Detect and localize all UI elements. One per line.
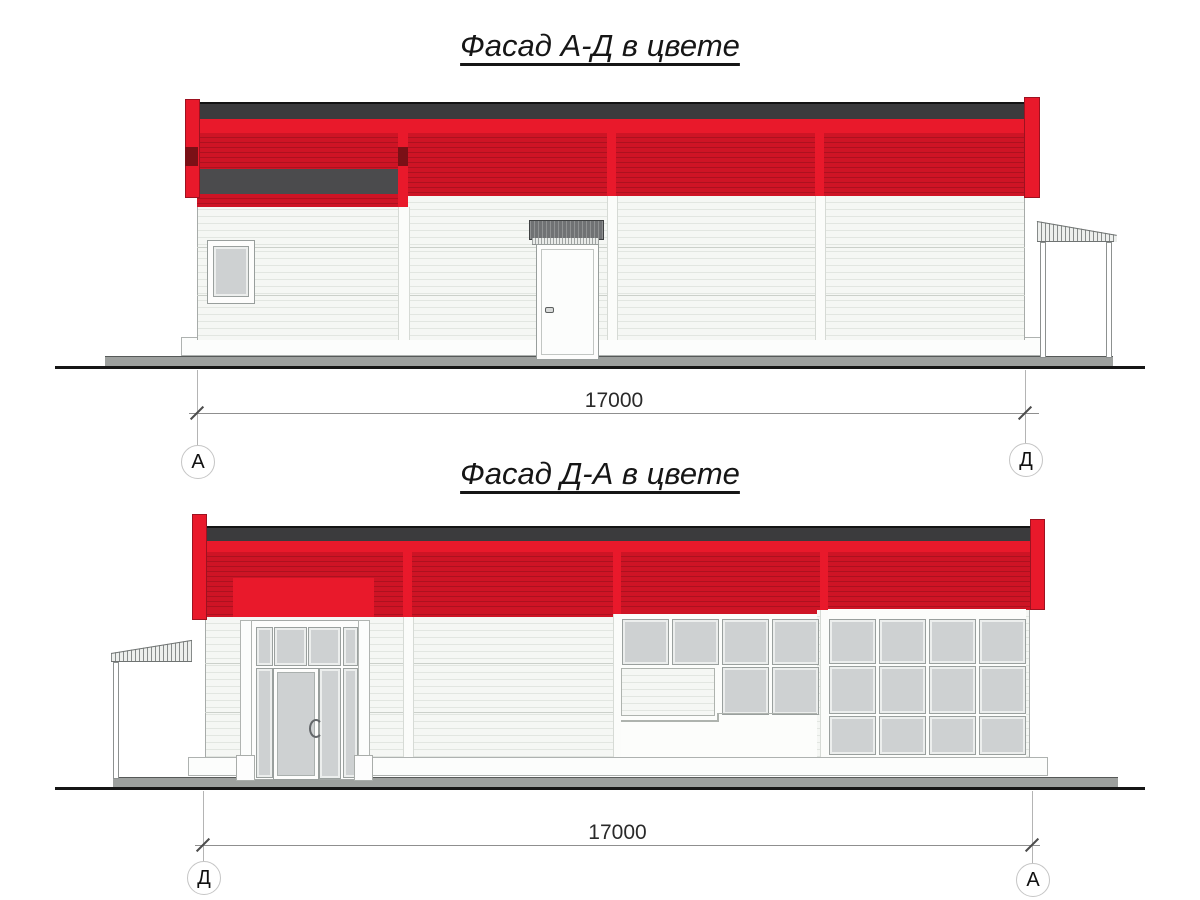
red-pilaster: [815, 133, 824, 196]
window-pane: [213, 246, 249, 297]
red-accent-strip: [197, 194, 400, 207]
storefront-window: [722, 619, 769, 665]
transom-pane: [274, 627, 307, 666]
red-trim-band-top: [197, 119, 1025, 133]
roof-fascia-top: [197, 102, 1025, 119]
storefront-window: [979, 666, 1026, 714]
trim-step-line: [621, 720, 719, 722]
storefront-window: [622, 619, 669, 665]
red-pilaster: [613, 552, 621, 614]
red-pilaster: [398, 133, 408, 207]
red-pilaster: [607, 133, 616, 196]
entrance-sign-panel: [233, 578, 374, 617]
pilaster-accent-block: [398, 147, 408, 166]
storefront-window: [879, 666, 926, 714]
transom-pane: [308, 627, 341, 666]
corner-pilaster-left: [192, 514, 207, 620]
portal-pilaster: [358, 620, 370, 757]
transom-pane: [256, 627, 273, 666]
storefront-window: [829, 666, 876, 714]
storefront-window: [929, 619, 976, 664]
lean-to-post: [1106, 242, 1112, 358]
siding-infill-panel: [621, 668, 715, 716]
ground-line-top: [55, 366, 1145, 369]
storefront-window: [829, 619, 876, 664]
lean-to-post: [1040, 242, 1046, 358]
transom-pane: [343, 627, 358, 666]
storefront-window: [829, 716, 876, 755]
roof-fascia-bottom: [205, 526, 1030, 541]
wall-joint-strip: [815, 196, 826, 340]
wall-joint-strip: [403, 617, 414, 757]
door-canopy: [529, 220, 604, 240]
storefront-window: [772, 667, 819, 715]
facade-da-title: Фасад Д-А в цвете: [460, 456, 740, 491]
dimension-line-bottom: [195, 845, 1040, 846]
sidelight-pane: [256, 668, 273, 778]
dark-gray-accent-band: [197, 169, 400, 194]
wall-joint-strip: [607, 196, 618, 340]
portal-pilaster: [240, 620, 252, 757]
storefront-window: [929, 716, 976, 755]
storefront-window: [979, 716, 1026, 755]
corner-pilaster-right: [1030, 519, 1045, 610]
lean-to-post: [113, 662, 119, 779]
dimension-label-bottom: 17000: [588, 821, 647, 844]
red-trim-band-bottom: [205, 541, 1030, 552]
trim-line: [717, 713, 817, 714]
pilaster-base-block: [236, 755, 255, 781]
red-pilaster: [820, 552, 828, 610]
dimension-line-top: [189, 413, 1039, 414]
door-handle: [309, 719, 323, 738]
ground-line-bottom: [55, 787, 1145, 790]
red-pilaster: [403, 552, 412, 617]
axis-marker-d-bottom: Д: [187, 861, 221, 895]
dimension-label-top: 17000: [584, 389, 644, 412]
storefront-window: [772, 619, 819, 665]
door-leaf: [541, 249, 594, 355]
corner-pilaster-right: [1024, 97, 1040, 198]
door-handle: [545, 307, 554, 313]
facade-ad-title: Фасад А-Д в цвете: [460, 28, 740, 63]
storefront-window: [722, 667, 769, 715]
axis-marker-a-top: А: [181, 445, 215, 479]
pilaster-accent-block: [185, 147, 198, 166]
storefront-window: [929, 666, 976, 714]
storefront-window: [672, 619, 719, 665]
lean-to-roof-edge: [111, 661, 192, 662]
trim-step-line: [717, 714, 719, 722]
storefront-window: [879, 716, 926, 755]
wall-joint-strip: [398, 207, 410, 340]
axis-marker-d-top: Д: [1009, 443, 1043, 477]
storefront-window: [979, 619, 1026, 664]
pilaster-base-block: [354, 755, 373, 781]
storefront-window: [879, 619, 926, 664]
axis-marker-a-bottom: А: [1016, 863, 1050, 897]
lean-to-roof-edge: [1037, 241, 1114, 242]
